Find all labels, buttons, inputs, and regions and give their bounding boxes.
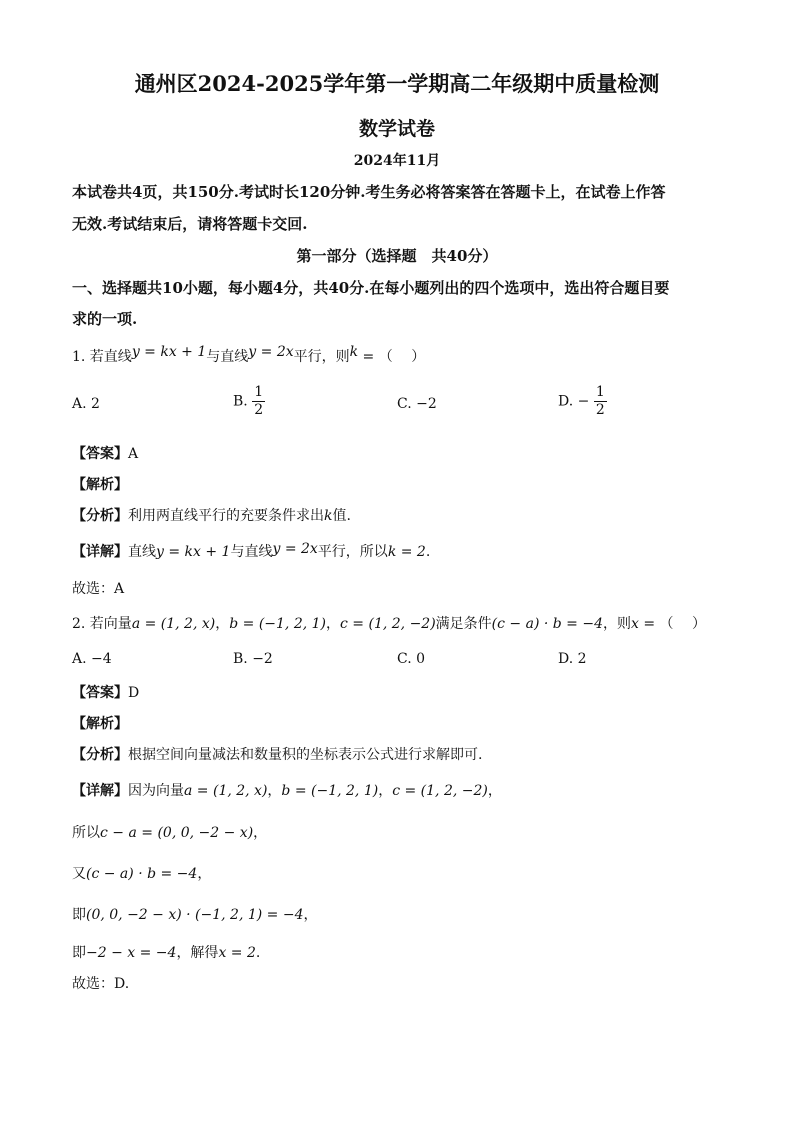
q2-step-4-mid: ，解得 xyxy=(176,945,219,961)
q2-answer xyxy=(72,682,139,702)
q1-xiangjie-text-1: 直线 xyxy=(128,544,156,560)
q2-step-2-end: ， xyxy=(197,866,212,882)
q1-text-end: = （ ） xyxy=(358,349,426,365)
q2-vector-c: c = (1, 2, −2) xyxy=(340,616,436,632)
q1-text-mid2: 平行，则 xyxy=(293,349,350,365)
q1-fenxi-text: 利用两直线平行的充要条件求出 xyxy=(128,508,324,524)
part1-instruction-2: 求的一项. xyxy=(72,310,138,328)
q1-eq-line1: y = kx + 1 xyxy=(131,344,207,360)
q2-var-x: x xyxy=(631,616,639,632)
q2-xiangjie-text-1: 因为向量 xyxy=(128,783,184,799)
q2-xiangjie xyxy=(72,780,502,800)
q1-var-k: k xyxy=(349,344,359,360)
q2-option-d: D. 2 xyxy=(558,651,587,667)
q2-stem xyxy=(72,613,706,633)
q2-xiangjie-vector-c: c = (1, 2, −2) xyxy=(392,783,488,799)
q1-xiangjie-tag: 【详解】 xyxy=(72,544,128,560)
q2-step-1-expr: c − a = (0, 0, −2 − x) xyxy=(100,825,254,841)
q1-text-mid: 与直线 xyxy=(206,349,249,365)
q2-option-c: C. 0 xyxy=(397,651,426,667)
q2-xiangjie-sep-2: ， xyxy=(378,783,393,799)
q1-option-d-label: D. − xyxy=(558,393,590,410)
q2-step-4 xyxy=(72,942,260,962)
q1-option-d-numerator: 1 xyxy=(595,384,605,400)
q1-fenxi-k: k xyxy=(324,508,333,524)
q1-option-d-denominator: 2 xyxy=(595,402,605,418)
q1-option-d xyxy=(558,384,607,419)
q1-xiangjie-end: . xyxy=(425,544,431,560)
q2-xiangjie-tag: 【详解】 xyxy=(72,783,128,799)
q1-fenxi xyxy=(72,505,351,525)
q2-step-4-pre: 即 xyxy=(72,945,86,961)
q1-answer-value: A xyxy=(128,446,139,462)
q2-xiangjie-sep-1: ， xyxy=(267,783,282,799)
q1-option-a: A. 2 xyxy=(72,396,100,412)
q2-option-b: B. −2 xyxy=(233,651,273,667)
q1-answer xyxy=(72,443,138,463)
q1-choice: 故选：A xyxy=(72,581,125,597)
q1-stem xyxy=(72,346,425,366)
q1-xiangjie-eq3: k = 2 xyxy=(387,544,426,560)
q1-fenxi-end: 值. xyxy=(332,508,351,524)
q2-step-3-expr: (0, 0, −2 − x) · (−1, 2, 1) = −4 xyxy=(86,907,304,923)
q1-option-b xyxy=(233,384,265,419)
q1-option-b-fraction xyxy=(252,384,265,419)
q2-fenxi-text: 根据空间向量减法和数量积的坐标表示公式进行求解即可. xyxy=(128,747,483,763)
q2-jiexi-tag: 【解析】 xyxy=(72,716,128,732)
q1-xiangjie-eq1: y = kx + 1 xyxy=(156,544,231,560)
q2-step-1 xyxy=(72,822,267,842)
q2-fenxi-tag: 【分析】 xyxy=(72,747,128,763)
q2-answer-tag: 【答案】 xyxy=(72,685,128,701)
q1-fenxi-tag: 【分析】 xyxy=(72,508,128,524)
q2-step-2-expr: (c − a) · b = −4 xyxy=(86,866,198,882)
q1-xiangjie-eq2: y = 2x xyxy=(272,541,318,557)
q2-xiangjie-vector-b: b = (−1, 2, 1) xyxy=(281,783,379,799)
q2-step-4-end: . xyxy=(255,945,261,961)
exam-title: 通州区2024-2025学年第一学期高二年级期中质量检测 xyxy=(134,71,660,96)
q1-xiangjie xyxy=(72,541,430,561)
q2-number: 2. 若向量 xyxy=(72,616,132,632)
q1-option-b-denominator: 2 xyxy=(254,402,264,418)
exam-subtitle: 数学试卷 xyxy=(358,118,435,140)
q1-xiangjie-text-2: 与直线 xyxy=(230,544,273,560)
q2-vector-b: b = (−1, 2, 1) xyxy=(229,616,327,632)
q1-number: 1. 若直线 xyxy=(72,349,132,365)
q1-xiangjie-text-3: 平行，所以 xyxy=(317,544,388,560)
q1-option-b-numerator: 1 xyxy=(254,384,264,400)
q2-cond: 满足条件 xyxy=(435,616,492,632)
q2-vector-a: a = (1, 2, x) xyxy=(131,616,216,632)
q2-xiangjie-sep-3: ， xyxy=(487,783,502,799)
q1-eq-line2: y = 2x xyxy=(248,344,294,360)
q1-answer-tag: 【答案】 xyxy=(72,446,128,462)
part1-instruction-1: 一、选择题共10小题，每小题4分，共40分.在每小题列出的四个选项中，选出符合题目要 xyxy=(72,279,670,297)
q2-text-end: = （ ） xyxy=(638,616,706,632)
part1-heading: 第一部分（选择题 共40分） xyxy=(296,247,498,265)
q2-cond-expr: (c − a) · b = −4 xyxy=(491,616,603,632)
q2-answer-value: D xyxy=(128,685,140,701)
q2-step-4-expr: −2 − x = −4 xyxy=(86,945,177,961)
q2-xiangjie-vector-a: a = (1, 2, x) xyxy=(184,783,268,799)
q2-step-2 xyxy=(72,863,211,883)
q2-step-3 xyxy=(72,904,318,924)
q2-step-3-pre: 即 xyxy=(72,907,86,923)
q2-option-a: A. −4 xyxy=(72,651,112,667)
q2-step-4-expr2: x = 2 xyxy=(218,945,256,961)
exam-date: 2024年11月 xyxy=(353,153,441,169)
q1-option-b-label: B. xyxy=(233,393,248,410)
notice-line-2: 无效.考试结束后，请将答题卡交回. xyxy=(72,215,308,233)
notice-line-1: 本试卷共4页，共150分.考试时长120分钟.考生务必将答案答在答题卡上，在试卷上作答 xyxy=(72,183,666,201)
q2-choice: 故选：D. xyxy=(72,976,130,992)
q1-jiexi-tag: 【解析】 xyxy=(72,477,128,493)
q2-sep-1: ， xyxy=(215,616,230,632)
q2-step-3-end: ， xyxy=(303,907,318,923)
q2-step-2-pre: 又 xyxy=(72,866,86,882)
q2-text-mid: ，则 xyxy=(603,616,631,632)
q2-sep-2: ， xyxy=(326,616,341,632)
q1-option-c: C. −2 xyxy=(397,396,437,412)
q2-step-1-pre: 所以 xyxy=(72,825,100,841)
q2-fenxi xyxy=(72,744,482,764)
q1-option-d-fraction xyxy=(594,384,607,419)
q2-step-1-end: ， xyxy=(253,825,268,841)
